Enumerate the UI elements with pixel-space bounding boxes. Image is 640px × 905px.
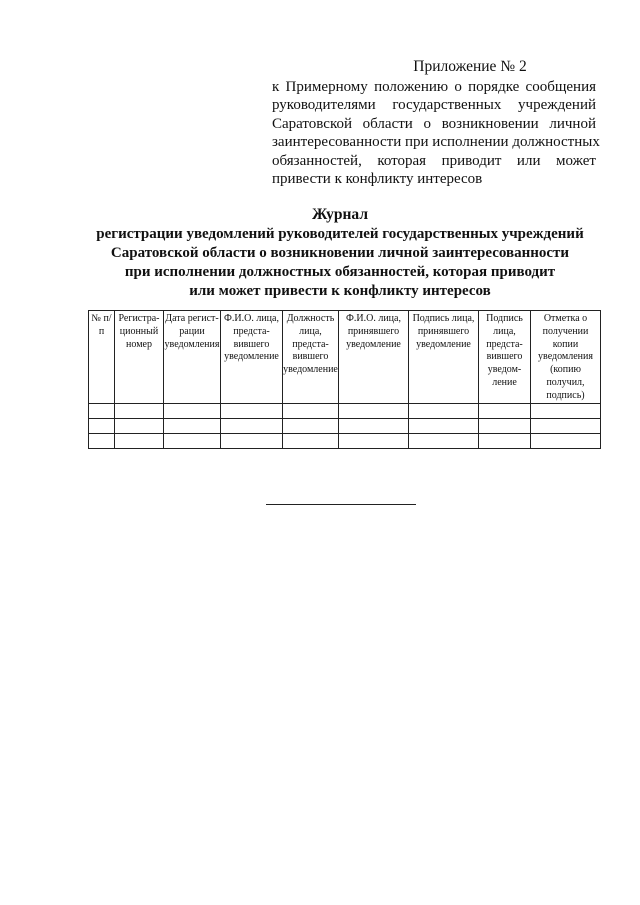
appendix-line: к Примерному положению о порядке сообщения [272, 78, 596, 95]
table-cell [89, 403, 115, 418]
signature-line [266, 504, 416, 505]
column-header: Ф.И.О. лица, принявшего уведомление [339, 311, 409, 404]
table-cell [221, 433, 283, 448]
column-header: № п/п [89, 311, 115, 404]
table-cell [409, 433, 479, 448]
appendix-line: заинтересованности при исполнении должностных [272, 134, 600, 150]
table-row [89, 418, 601, 433]
table-cell [531, 418, 601, 433]
table-cell [479, 418, 531, 433]
table-cell [283, 418, 339, 433]
appendix-line: Саратовской области о возникновении личной [272, 115, 596, 132]
table-cell [115, 403, 164, 418]
column-header: Подпись лица, предста- вившего уведом- ление [479, 311, 531, 404]
table-cell [339, 433, 409, 448]
table-cell [283, 403, 339, 418]
appendix-title: Приложение № 2 [413, 58, 527, 75]
column-header: Дата регист- рации уведомления [164, 311, 221, 404]
table-cell [409, 403, 479, 418]
table-cell [115, 433, 164, 448]
column-header: Ф.И.О. лица, предста- вившего уведомление [221, 311, 283, 404]
journal-subtitle-line: Саратовской области о возникновении личной заинтересованности [110, 245, 570, 261]
journal-table [88, 310, 601, 449]
table-cell [531, 403, 601, 418]
column-header: Должность лица, предста- вившего уведомление [283, 311, 339, 404]
table-header-row [89, 311, 601, 404]
table-cell [479, 433, 531, 448]
table-cell [221, 418, 283, 433]
journal-title: Журнал [311, 206, 369, 223]
table-cell [339, 418, 409, 433]
appendix-line: привести к конфликту интересов [272, 171, 483, 187]
table-body [89, 403, 601, 448]
table-cell [164, 403, 221, 418]
appendix-line: обязанностей, которая приводит или может [272, 152, 596, 169]
journal-subtitle-line: при исполнении должностных обязанностей, которая приводит [124, 264, 556, 280]
table-cell [221, 403, 283, 418]
table-cell [164, 433, 221, 448]
table-row [89, 433, 601, 448]
appendix-line: руководителями государственных учреждений [272, 97, 596, 113]
table-cell [479, 403, 531, 418]
column-header: Подпись лица, принявшего уведомление [409, 311, 479, 404]
table-cell [283, 433, 339, 448]
table-cell [409, 418, 479, 433]
table-cell [115, 418, 164, 433]
table-cell [531, 433, 601, 448]
journal-heading [80, 205, 600, 301]
table-cell [339, 403, 409, 418]
journal-subtitle-line: регистрации уведомлений руководителей государственных учреждений [96, 226, 584, 242]
table-row [89, 403, 601, 418]
appendix-block [272, 58, 600, 189]
journal-subtitle-line: или может привести к конфликту интересов [189, 283, 491, 299]
table-cell [164, 418, 221, 433]
column-header: Регистра- ционный номер [115, 311, 164, 404]
table-cell [89, 433, 115, 448]
table-cell [89, 418, 115, 433]
column-header: Отметка о получении копии уведомления (копию получил, подпись) [531, 311, 601, 404]
